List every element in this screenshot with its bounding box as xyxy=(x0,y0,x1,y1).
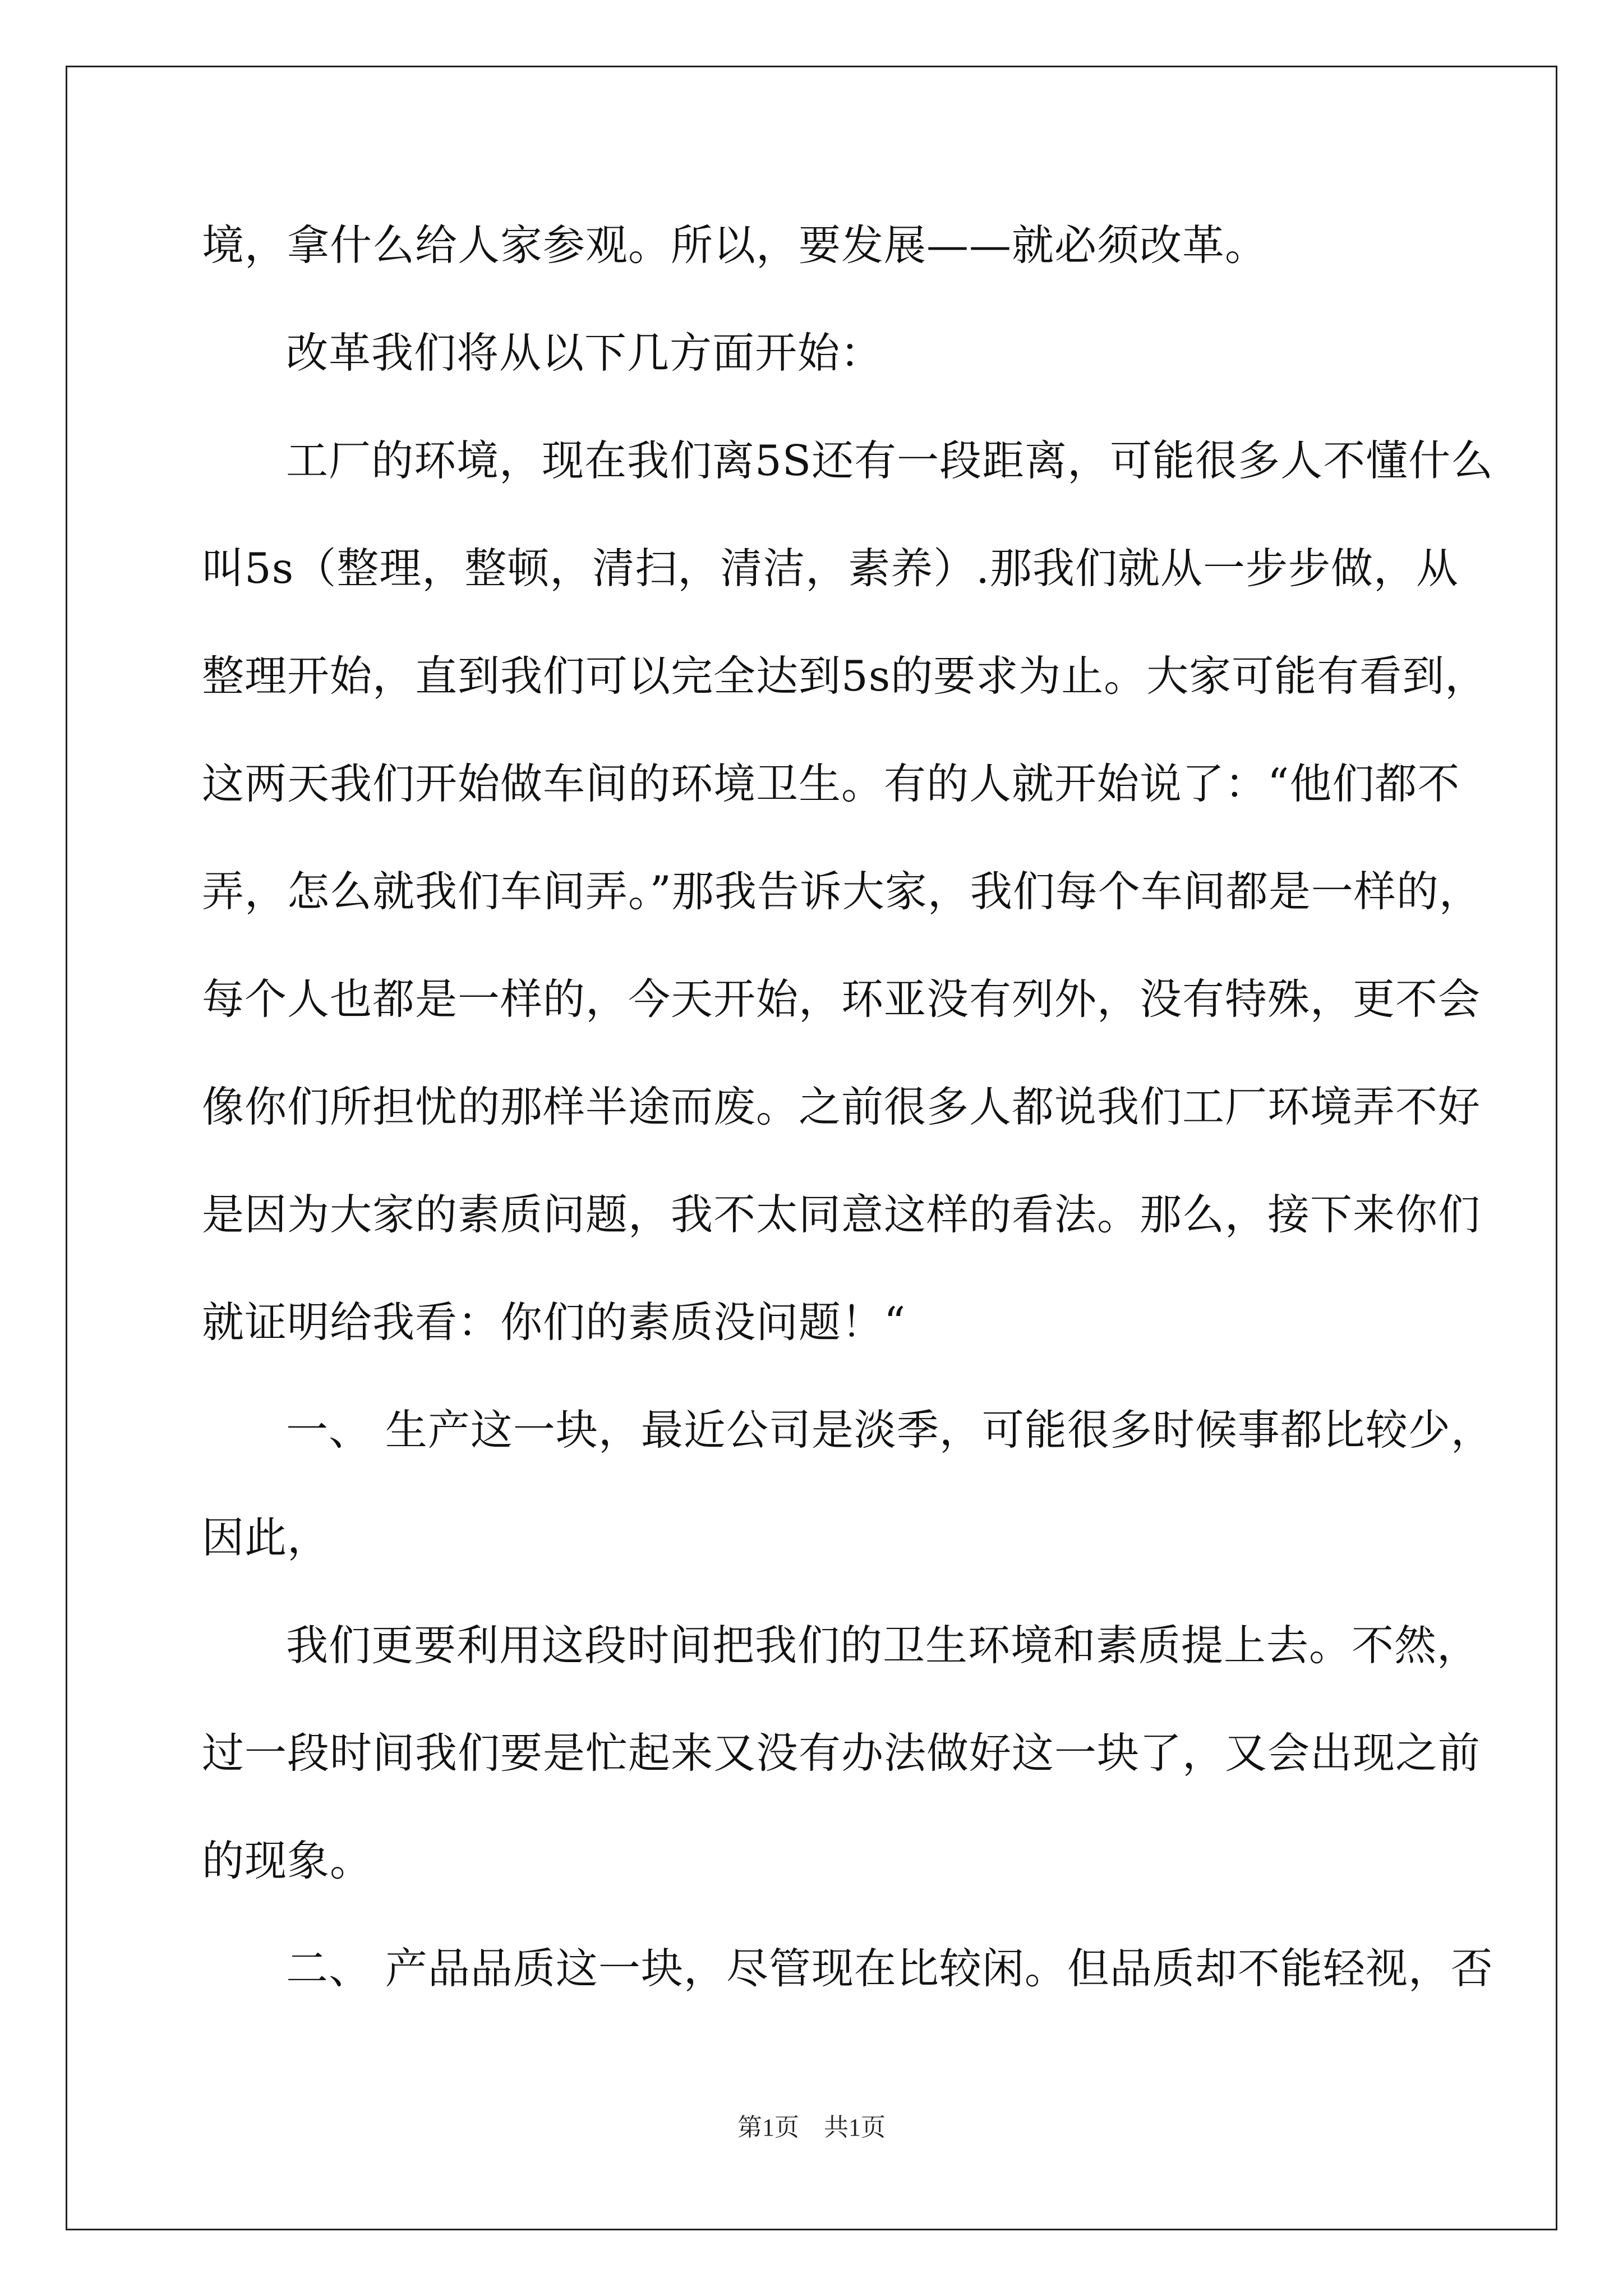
paragraph-line: 就证明给我看：你们的素质没问题！“ xyxy=(202,1297,906,1347)
paragraph-line: 整理开始，直到我们可以完全达到5s的要求为止。大家可能有看到， xyxy=(202,651,1488,701)
paragraph-line: 改革我们将从以下几方面开始： xyxy=(286,328,883,378)
paragraph-line: 弄，怎么就我们车间弄。”那我告诉大家，我们每个车间都是一样的， xyxy=(202,867,1482,916)
paragraph-line: 是因为大家的素质问题，我不太同意这样的看法。那么，接下来你们 xyxy=(202,1190,1481,1239)
paragraph-line: 每个人也都是一样的，今天开始，环亚没有列外，没有特殊，更不会 xyxy=(202,974,1481,1024)
document-body xyxy=(202,220,1494,2055)
paragraph-line: 过一段时间我们要是忙起来又没有办法做好这一块了，又会出现之前 xyxy=(202,1728,1481,1778)
paragraph-line: 叫5s（整理，整顿，清扫，清洁，素养）.那我们就从一步步做，从 xyxy=(202,544,1459,593)
paragraph-line: 像你们所担忧的那样半途而废。之前很多人都说我们工厂环境弄不好 xyxy=(202,1082,1481,1131)
paragraph-line: 我们更要利用这段时间把我们的卫生环境和素质提上去。不然， xyxy=(286,1621,1480,1670)
paragraph-line: 二、 产品品质这一块，尽管现在比较闲。但品质却不能轻视，否 xyxy=(286,1944,1493,1993)
paragraph-line: 工厂的环境，现在我们离5S还有一段距离，可能很多人不懂什么 xyxy=(286,436,1494,485)
paragraph-line: 一、 生产这一块，最近公司是淡季，可能很多时候事都比较少， xyxy=(286,1405,1493,1455)
paragraph-line: 境，拿什么给人家参观。所以，要发展——就必须改革。 xyxy=(202,220,1268,270)
page-number-footer: 第1页 共1页 xyxy=(737,2114,886,2141)
paragraph-line: 的现象。 xyxy=(202,1836,373,1885)
paragraph-line: 因此， xyxy=(202,1513,330,1562)
paragraph-line: 这两天我们开始做车间的环境卫生。有的人就开始说了：“他们都不 xyxy=(202,759,1460,808)
